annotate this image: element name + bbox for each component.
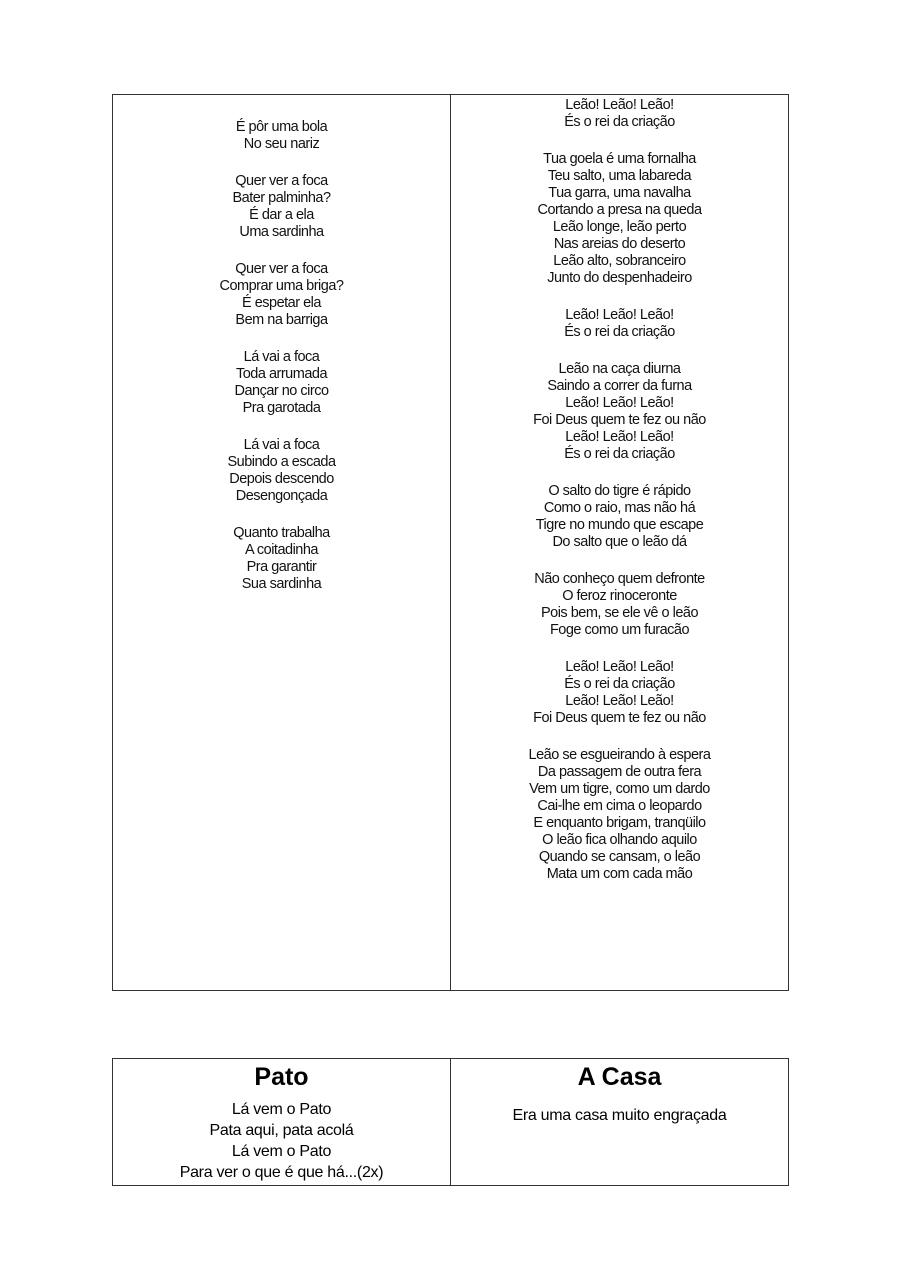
song-title-pato: Pato [254,1063,309,1091]
lyric-line: Tigre no mundo que escape [535,517,704,533]
lyric-line: Leão longe, leão perto [552,219,687,235]
lyric-line: Pois bem, se ele vê o leão [540,605,699,621]
lyric-line: Quer ver a foca [235,261,328,277]
foca-lyrics-cell [113,95,450,990]
lyric-line: Uma sardinha [239,224,324,240]
lyric-line: Lá vem o Pato [231,1101,332,1118]
lyric-line: Saindo a correr da furna [547,378,692,394]
lyric-line: Leão alto, sobranceiro [553,253,686,269]
lyric-line: No seu nariz [243,136,320,152]
lyric-line: Foge como um furacão [549,622,690,638]
lyric-line: É espetar ela [242,295,321,311]
lyric-line: Pra garotada [242,400,321,416]
lyric-line: Pata aqui, pata acolá [209,1122,354,1139]
lyric-line: E enquanto brigam, tranqüilo [533,815,706,831]
lyric-line: És o rei da criação [564,446,675,462]
lyric-line: Depois descendo [229,471,334,487]
lyric-line: Quando se cansam, o leão [538,849,701,865]
lyric-line: Lá vem o Pato [231,1143,332,1160]
lyric-line: Leão! Leão! Leão! [565,693,674,709]
stanza [451,97,788,131]
lyric-line: Lá vai a foca [243,349,320,365]
stanza [451,659,788,727]
lyric-line: Junto do despenhadeiro [547,270,692,286]
lyric-line: Subindo a escada [227,454,336,470]
lyric-line: Sua sardinha [241,576,322,592]
lyric-line: Quer ver a foca [235,173,328,189]
lyric-line: Bater palminha? [232,190,331,206]
lyric-line: Não conheço quem defronte [534,571,705,587]
stanza [113,349,450,417]
lyric-line: Leão se esgueirando à espera [528,747,711,763]
lyric-line: Cortando a presa na queda [537,202,702,218]
pato-cell [113,1059,450,1185]
song-title-casa: A Casa [577,1063,662,1091]
lyric-line: Lá vai a foca [243,437,320,453]
lyric-line: É dar a ela [249,207,314,223]
lyrics-table-bottom [112,1058,789,1186]
lyric-line: Nas areias do deserto [553,236,686,252]
lyric-line: Foi Deus quem te fez ou não [533,710,706,726]
lyric-line: Leão! Leão! Leão! [565,307,674,323]
lyric-line: Dançar no circo [234,383,329,399]
lyric-line: O leão fica olhando aquilo [542,832,697,848]
stanza [451,571,788,639]
stanza [451,307,788,341]
lyric-line: Leão! Leão! Leão! [565,97,674,113]
casa-cell [450,1059,788,1185]
stanza [113,173,450,241]
lyric-line: O salto do tigre é rápido [548,483,691,499]
stanza [113,261,450,329]
lyric-line: Do salto que o leão dá [552,534,687,550]
lyric-line: Toda arrumada [235,366,328,382]
stanza [451,361,788,463]
lyric-line: Pra garantir [246,559,317,575]
pato-lyrics [113,1099,450,1183]
lyric-line: Leão! Leão! Leão! [565,659,674,675]
lyric-line: Tua garra, uma navalha [548,185,691,201]
casa-lyrics [451,1105,788,1126]
lyric-line: És o rei da criação [564,324,675,340]
lyric-line: És o rei da criação [564,676,675,692]
lyric-line: Cai-lhe em cima o leopardo [537,798,702,814]
lyric-line: Vem um tigre, como um dardo [529,781,710,797]
lyric-line: Foi Deus quem te fez ou não [533,412,706,428]
lyric-line: És o rei da criação [564,114,675,130]
lyric-line: Desengonçada [235,488,328,504]
lyric-line: Leão! Leão! Leão! [565,395,674,411]
lyric-line: Leão na caça diurna [558,361,681,377]
lyrics-table-top [112,94,789,991]
lyric-line: Teu salto, uma labareda [547,168,692,184]
stanza [113,119,450,153]
stanza [451,151,788,287]
lyric-line: Tua goela é uma fornalha [543,151,696,167]
stanza [113,525,450,593]
lyric-line: Leão! Leão! Leão! [565,429,674,445]
lyric-line: A coitadinha [244,542,318,558]
lyric-line: Mata um com cada mão [546,866,693,882]
stanza [113,437,450,505]
lyric-line: Como o raio, mas não há [543,500,696,516]
lyric-line: Da passagem de outra fera [537,764,702,780]
lyric-line: Bem na barriga [235,312,328,328]
lyric-line: Comprar uma briga? [219,278,344,294]
lyric-line: Era uma casa muito engraçada [512,1107,727,1124]
lyric-line: Quanto trabalha [233,525,330,541]
lyric-line: Para ver o que é que há...(2x) [179,1164,384,1181]
leao-lyrics-cell [450,95,788,990]
stanza [451,747,788,883]
lyric-line: É pôr uma bola [235,119,328,135]
lyric-line: O feroz rinoceronte [562,588,677,604]
stanza [451,483,788,551]
